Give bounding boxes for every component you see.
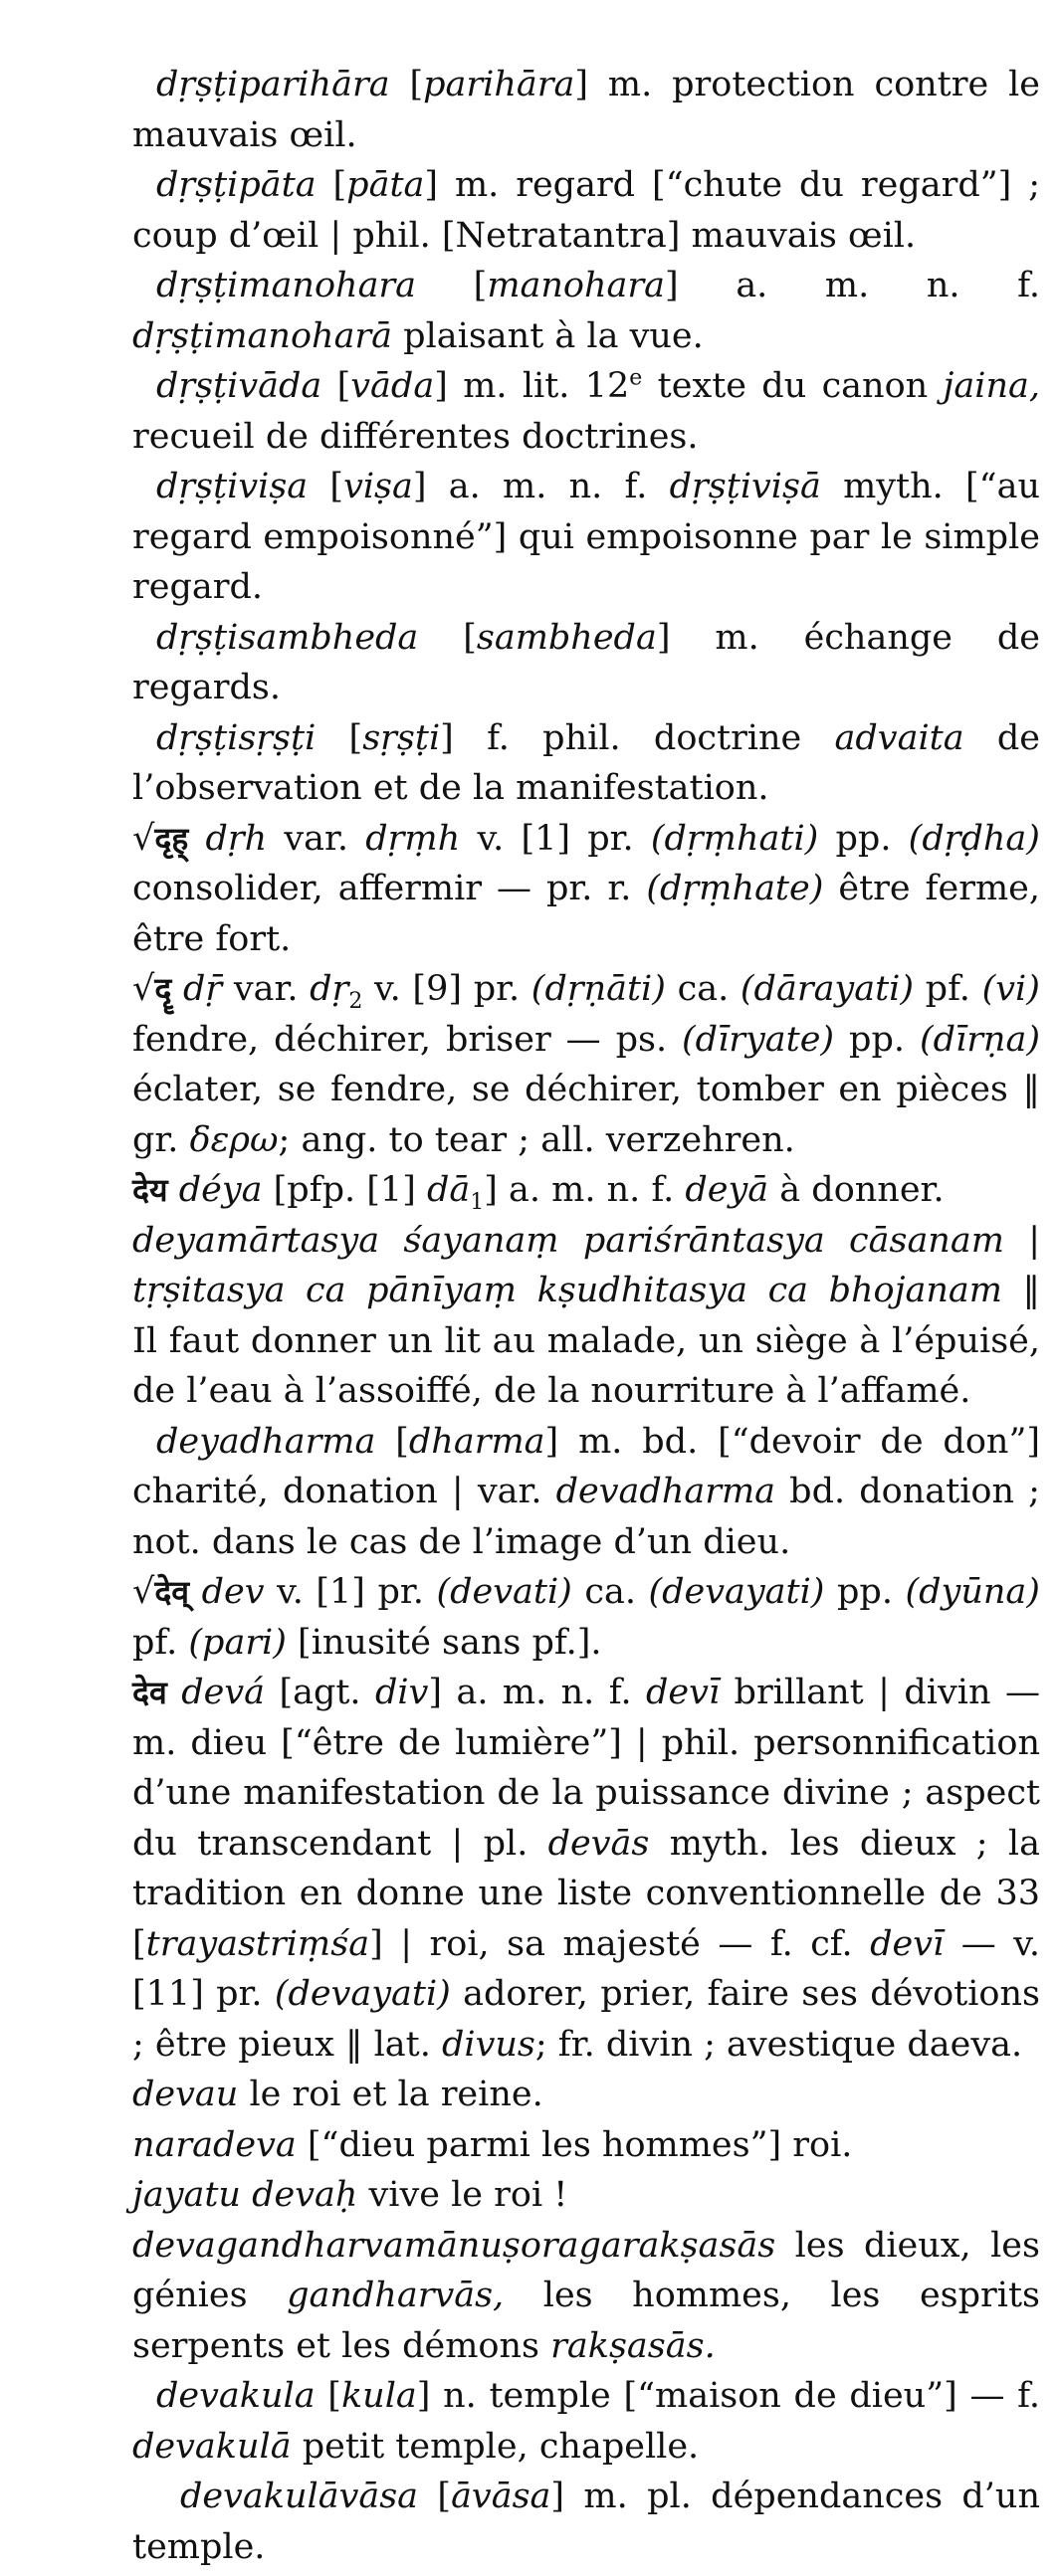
definition: a. m. n. f. — [736, 266, 1041, 305]
root-sign: √ — [132, 1572, 155, 1612]
text: ] a. m. n. f. — [484, 1170, 675, 1210]
example-gloss: [“dieu parmi les hommes”] roi. — [307, 2124, 853, 2165]
form: (devayati) — [274, 1974, 451, 2014]
definition: m. échange de regards. — [132, 617, 1041, 707]
text: v. [1] pr. — [277, 1572, 424, 1612]
greek-form: δερω — [189, 1119, 279, 1160]
headword: dṛṣṭimanohara — [156, 266, 417, 305]
text: — v. [11] pr. — [132, 1923, 1040, 2014]
example-line — [132, 2170, 1040, 2221]
text: éclater, se fendre, se déchirer, tomber en pièces ‖ gr. — [132, 1070, 1040, 1160]
text: var. — [284, 818, 349, 859]
headword: devakula — [156, 2376, 316, 2416]
dictionary-page — [132, 60, 1040, 2572]
form: (dārayati) — [740, 969, 914, 1009]
example-gloss: les dieux, les génies — [132, 2225, 1040, 2315]
text: ] a. m. n. f. — [428, 1673, 632, 1712]
text: m. pl. dépendances d’un temple. — [132, 2477, 1041, 2567]
bracket-term: sṛṣṭi — [362, 717, 441, 758]
verse-translation: Il faut donner un lit au malade, un siège à l’épuisé, de l’eau à l’assoiffé, de la nourriture à l’affamé. — [132, 1320, 1040, 1411]
text: brillant | divin — m. dieu [“être de lumière”] | phil. personnification d’une manifestation de la puissance divine ; aspect du transcendant | pl. — [132, 1673, 1040, 1864]
text: [agt. — [279, 1673, 361, 1712]
entry-deyadharma: deyadharma [dharma] m. bd. [“devoir de don”] charité, donation | var. devadharma bd. donation ; not. dans le cas de l’image d’un dieu. — [132, 1421, 1040, 1562]
text: pp. — [835, 818, 892, 859]
headword: dṛh — [205, 818, 268, 859]
definition: m. regard [“chute du regard”] ; coup d’œil | phil. [Netratantra] mauvais œil. — [132, 165, 1041, 256]
example-term: devagandharvamānuṣoragarakṣasās — [132, 2225, 776, 2266]
devanagari-headword: देव — [132, 1674, 167, 1711]
definition: texte du canon — [657, 366, 929, 406]
devanagari-headword: देय — [132, 1171, 168, 1209]
devanagari-headword: दृह् — [154, 819, 189, 858]
form: dā — [427, 1170, 471, 1210]
text: bd. donation ; not. dans le cas de l’image d’un dieu. — [132, 1472, 1040, 1562]
definition: de l’observation et de la manifestation. — [132, 717, 1040, 808]
feminine-form: dṛṣṭimanoharā — [132, 315, 393, 356]
verse-line-2: tṛṣitasya ca pānīyaṃ kṣudhitasya ca bhojanam ‖ — [132, 1271, 1040, 1310]
text: pf. — [132, 1622, 178, 1663]
headword: dṛṣṭivāda — [156, 366, 322, 406]
definition: recueil de différentes doctrines. — [132, 416, 699, 457]
bracket-term: viṣa — [343, 467, 413, 506]
form: (pari) — [188, 1622, 287, 1663]
text: pp. — [837, 1572, 893, 1612]
text: v. [9] pr. — [374, 969, 521, 1009]
feminine-form: dṛṣṭiviṣā — [669, 467, 821, 506]
feminine-form: deyā — [685, 1170, 769, 1210]
form: (dṛḍha) — [908, 818, 1040, 859]
entry-drstivisa: dṛṣṭiviṣa [viṣa] a. m. n. f. dṛṣṭiviṣā myth. [“au regard empoisonné”] qui empoisonne par le simple regard. — [132, 467, 1040, 607]
headword: dṛṣṭisṛṣṭi — [156, 717, 317, 758]
definition: myth. [“au regard empoisonné”] qui empoisonne par le simple regard. — [132, 467, 1040, 607]
variant: dṛ — [310, 969, 349, 1009]
form: (devayati) — [648, 1572, 825, 1612]
entry-drstivada: dṛṣṭivāda [vāda] m. lit. 12e texte du canon jaina, recueil de différentes doctrines. — [132, 365, 1040, 457]
feminine-form: devī — [646, 1673, 721, 1712]
example-gloss: le roi et la reine. — [249, 2075, 543, 2114]
text: ; ang. to tear ; all. verzehren. — [278, 1119, 795, 1160]
form: (dyūna) — [905, 1572, 1040, 1612]
devanagari-headword: दॄ — [154, 970, 172, 1008]
text: ; fr. divin ; avestique daeva. — [534, 2024, 1023, 2065]
definition: m. protection contre le mauvais œil. — [132, 65, 1041, 155]
example-term: gandharvās, — [287, 2276, 505, 2315]
entry-drstipata: dṛṣṭipāta [pāta] m. regard [“chute du regard”] ; coup d’œil | phil. [Netratantra] mauvais œil. — [132, 165, 1041, 256]
bracket-term: āvāsa — [451, 2477, 551, 2516]
text: fendre, déchirer, briser — ps. — [132, 1019, 668, 1060]
form: (dṛṃhati) — [650, 818, 819, 859]
entry-root-dr — [132, 964, 1040, 1165]
text: pp. — [849, 1019, 905, 1060]
form: (devati) — [436, 1572, 572, 1612]
definition: plaisant à la vue. — [403, 315, 704, 356]
form: div — [375, 1673, 429, 1712]
text: ca. — [677, 969, 730, 1009]
superscript: e — [629, 365, 643, 391]
root-sign: √ — [132, 818, 155, 859]
text: [inusité sans pf.]. — [298, 1622, 602, 1663]
headword: dṝ — [183, 969, 223, 1009]
bracket-term: kula — [340, 2376, 417, 2416]
form: (dīryate) — [682, 1019, 835, 1060]
headword: dṛṣṭipāta — [156, 165, 317, 205]
text: consolider, affermir — pr. r. — [132, 869, 632, 908]
text: petit temple, chapelle. — [302, 2426, 700, 2467]
definition: m. lit. 12 — [463, 366, 630, 406]
entry-drstisrsti: dṛṣṭisṛṣṭi [sṛṣṭi] f. phil. doctrine advaita de l’observation et de la manifestation. — [132, 717, 1040, 808]
text: n. temple [“maison de dieu”] — f. — [443, 2376, 1040, 2416]
bracket-term: dharma — [408, 1421, 545, 1462]
entry-devakulavasa: devakulāvāsa [āvāsa] m. pl. dépendances d’un temple. — [132, 2477, 1041, 2567]
example-line — [132, 2120, 1040, 2171]
variant: devadharma — [555, 1472, 776, 1511]
text: v. [1] pr. — [477, 818, 634, 859]
example-term: devau — [132, 2075, 239, 2114]
headword: devakulāvāsa — [180, 2477, 419, 2516]
form: devī — [870, 1923, 945, 1964]
entry-drstipariharа: dṛṣṭiparihāra [parihāra] m. protection contre le mauvais œil. — [132, 65, 1041, 155]
bracket-term: parihāra — [423, 65, 575, 104]
example-term: jayatu devaḥ — [132, 2175, 358, 2215]
headword: déya — [178, 1170, 263, 1210]
text: adorer, prier, faire ses dévotions ; être pieux ‖ lat. — [132, 1974, 1040, 2065]
form: trayastriṃśa — [145, 1923, 370, 1964]
example-gloss: vive le roi ! — [368, 2175, 568, 2215]
example-term: naradeva — [132, 2124, 297, 2165]
subscript: 2 — [348, 989, 363, 1014]
example-compound — [132, 2221, 1040, 2372]
headword: dṛṣṭisambheda — [156, 617, 419, 658]
variant: dṛṃh — [365, 818, 461, 859]
form: (dṛṇāti) — [530, 969, 666, 1009]
example-term: rakṣasās. — [550, 2325, 716, 2366]
text: var. — [233, 969, 299, 1009]
bracket-term: pāta — [346, 165, 425, 205]
italic-term: advaita — [834, 717, 964, 758]
feminine-form: devakulā — [132, 2426, 292, 2467]
text: être ferme, être fort. — [132, 869, 1040, 959]
text: ca. — [584, 1572, 636, 1612]
form: (vi) — [981, 969, 1040, 1009]
entry-root-drh — [132, 814, 1040, 965]
devanagari-headword: देव् — [154, 1573, 190, 1611]
latin-form: divus — [442, 2024, 535, 2065]
italic-term: jaina, — [943, 366, 1040, 406]
definition: a. m. n. f. — [448, 467, 648, 506]
headword: dev — [201, 1572, 265, 1612]
example-line — [132, 2070, 1040, 2120]
entry-deva — [132, 1668, 1040, 2070]
headword: dṛṣṭiparihāra — [156, 65, 390, 104]
headword: devá — [181, 1673, 265, 1712]
entry-deya — [132, 1165, 1040, 1216]
text: ] | roi, sa majesté — f. cf. — [369, 1923, 853, 1964]
text: [pfp. [1] — [273, 1170, 416, 1210]
headword: dṛṣṭiviṣa — [156, 467, 309, 506]
text: pf. — [925, 969, 970, 1009]
entry-root-dev — [132, 1567, 1040, 1668]
root-sign: √ — [132, 969, 155, 1009]
bracket-term: vāda — [350, 366, 435, 406]
entry-devakula: devakula [kula] n. temple [“maison de dieu”] — f. devakulā petit temple, chapelle. — [132, 2376, 1040, 2467]
form: devās — [547, 1823, 650, 1864]
text: myth. les dieux ; la tradition en donne une liste conventionnelle de 33 [ — [132, 1823, 1040, 1964]
text: m. bd. [“devoir de don”] charité, donation | var. — [132, 1421, 1040, 1511]
bracket-term: manohara — [487, 266, 666, 305]
example-gloss: les hommes, les esprits serpents et les démons — [132, 2276, 1040, 2366]
bracket-term: sambheda — [476, 617, 657, 658]
headword: deyadharma — [156, 1421, 376, 1462]
verse-line-1: deyamārtasya śayanaṃ pariśrāntasya cāsanam | — [132, 1220, 1040, 1261]
form: (dṛṃhate) — [646, 869, 824, 908]
entry-drstisambheda: dṛṣṭisambheda [sambheda] m. échange de regards. — [132, 617, 1041, 707]
text: à donner. — [779, 1170, 945, 1210]
entry-drstimanohara: dṛṣṭimanohara [manohara] a. m. n. f. dṛṣṭimanoharā plaisant à la vue. — [132, 266, 1041, 356]
definition: f. phil. doctrine — [487, 717, 802, 758]
form: (dīrṇa) — [919, 1019, 1040, 1060]
subscript: 1 — [470, 1190, 485, 1215]
